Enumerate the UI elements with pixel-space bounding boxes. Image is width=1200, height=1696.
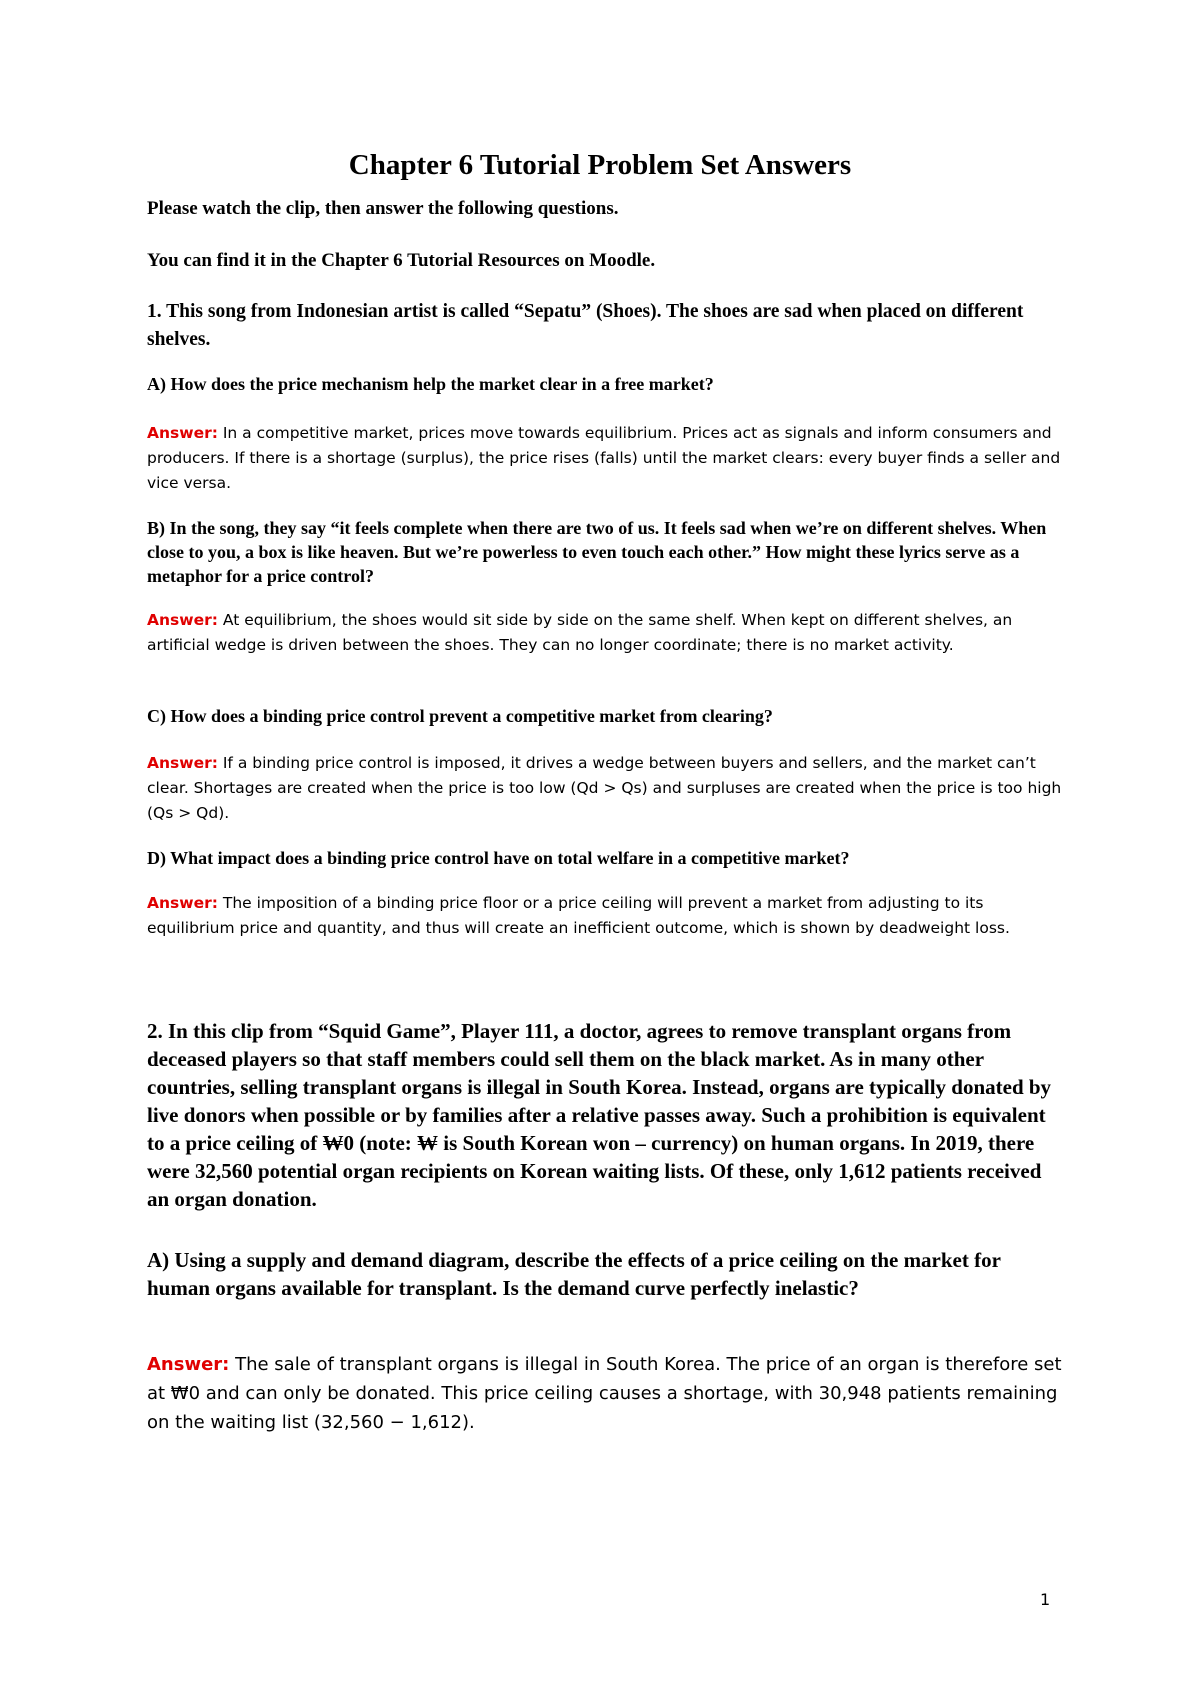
page-number: 1: [1040, 1590, 1051, 1609]
answer-label: Answer:: [147, 611, 218, 629]
document-title: Chapter 6 Tutorial Problem Set Answers: [348, 149, 852, 181]
question-1a: A) How does the price mechanism help the market clear in a free market?: [147, 374, 714, 394]
answer-text: If a binding price control is imposed, it drives a wedge between buyers and sellers, and the market can’t clear. Shortages are created when the price is too low (Qd > Qs) and surpluses are created when the price is too high (Qs > Qd).: [147, 754, 1062, 822]
answer-1b: [147, 608, 1067, 658]
answer-2a: [147, 1350, 1067, 1437]
answer-text: At equilibrium, the shoes would sit side by side on the same shelf. When kept on different shelves, an artificial wedge is driven between the shoes. They can no longer coordinate; there is no market activity.: [147, 611, 1013, 654]
question-2a: A) Using a supply and demand diagram, describe the effects of a price ceiling on the market for human organs available for transplant. Is the demand curve perfectly inelastic?: [147, 1248, 1001, 1300]
answer-label: Answer:: [147, 894, 218, 912]
question-1d: D) What impact does a binding price control have on total welfare in a competitive market?: [147, 848, 850, 868]
intro-resources: You can find it in the Chapter 6 Tutorial Resources on Moodle.: [147, 250, 656, 271]
answer-1a: [147, 421, 1067, 496]
answer-1d: [147, 891, 1067, 941]
answer-text: The imposition of a binding price floor or a price ceiling will prevent a market from adjusting to its equilibrium price and quantity, and thus will create an inefficient outcome, which is shown by deadweight loss.: [147, 894, 1010, 937]
answer-label: Answer:: [147, 754, 218, 772]
answer-text: In a competitive market, prices move towards equilibrium. Prices act as signals and inform consumers and producers. If there is a shortage (surplus), the price rises (falls) until the market clears: every buyer finds a seller and vice versa.: [147, 424, 1061, 492]
question-1-prompt: 1. This song from Indonesian artist is called “Sepatu” (Shoes). The shoes are sad when placed on different shelves.: [147, 301, 1024, 350]
answer-label: Answer:: [147, 424, 218, 442]
question-1b: B) In the song, they say “it feels complete when there are two of us. It feels sad when we’re on different shelves. When close to you, a box is like heaven. But we’re powerless to even touch each other.” How might these lyrics serve as a metaphor for a price control?: [147, 518, 1047, 586]
answer-1c: [147, 751, 1067, 826]
intro-instruction: Please watch the clip, then answer the following questions.: [147, 198, 619, 219]
question-2-prompt: 2. In this clip from “Squid Game”, Player 111, a doctor, agrees to remove transplant organs from deceased players so that staff members could sell them on the black market. As in many other countries, selling transplant organs is illegal in South Korea. Instead, organs are typically donated by live donors when possible or by families after a relative passes away. Such a prohibition is equivalent to a price ceiling of ₩0 (note: ₩ is South Korean won – currency) on human organs. In 2019, there were 32,560 potential organ recipients on Korean waiting lists. Of these, only 1,612 patients received an organ donation.: [147, 1019, 1052, 1211]
answer-text: The sale of transplant organs is illegal in South Korea. The price of an organ is therefore set at ₩0 and can only be donated. This price ceiling causes a shortage, with 30,948 patients remaining on the waiting list (32,560 − 1,612).: [147, 1354, 1062, 1433]
question-1c: C) How does a binding price control prevent a competitive market from clearing?: [147, 706, 773, 726]
answer-label: Answer:: [147, 1354, 230, 1375]
